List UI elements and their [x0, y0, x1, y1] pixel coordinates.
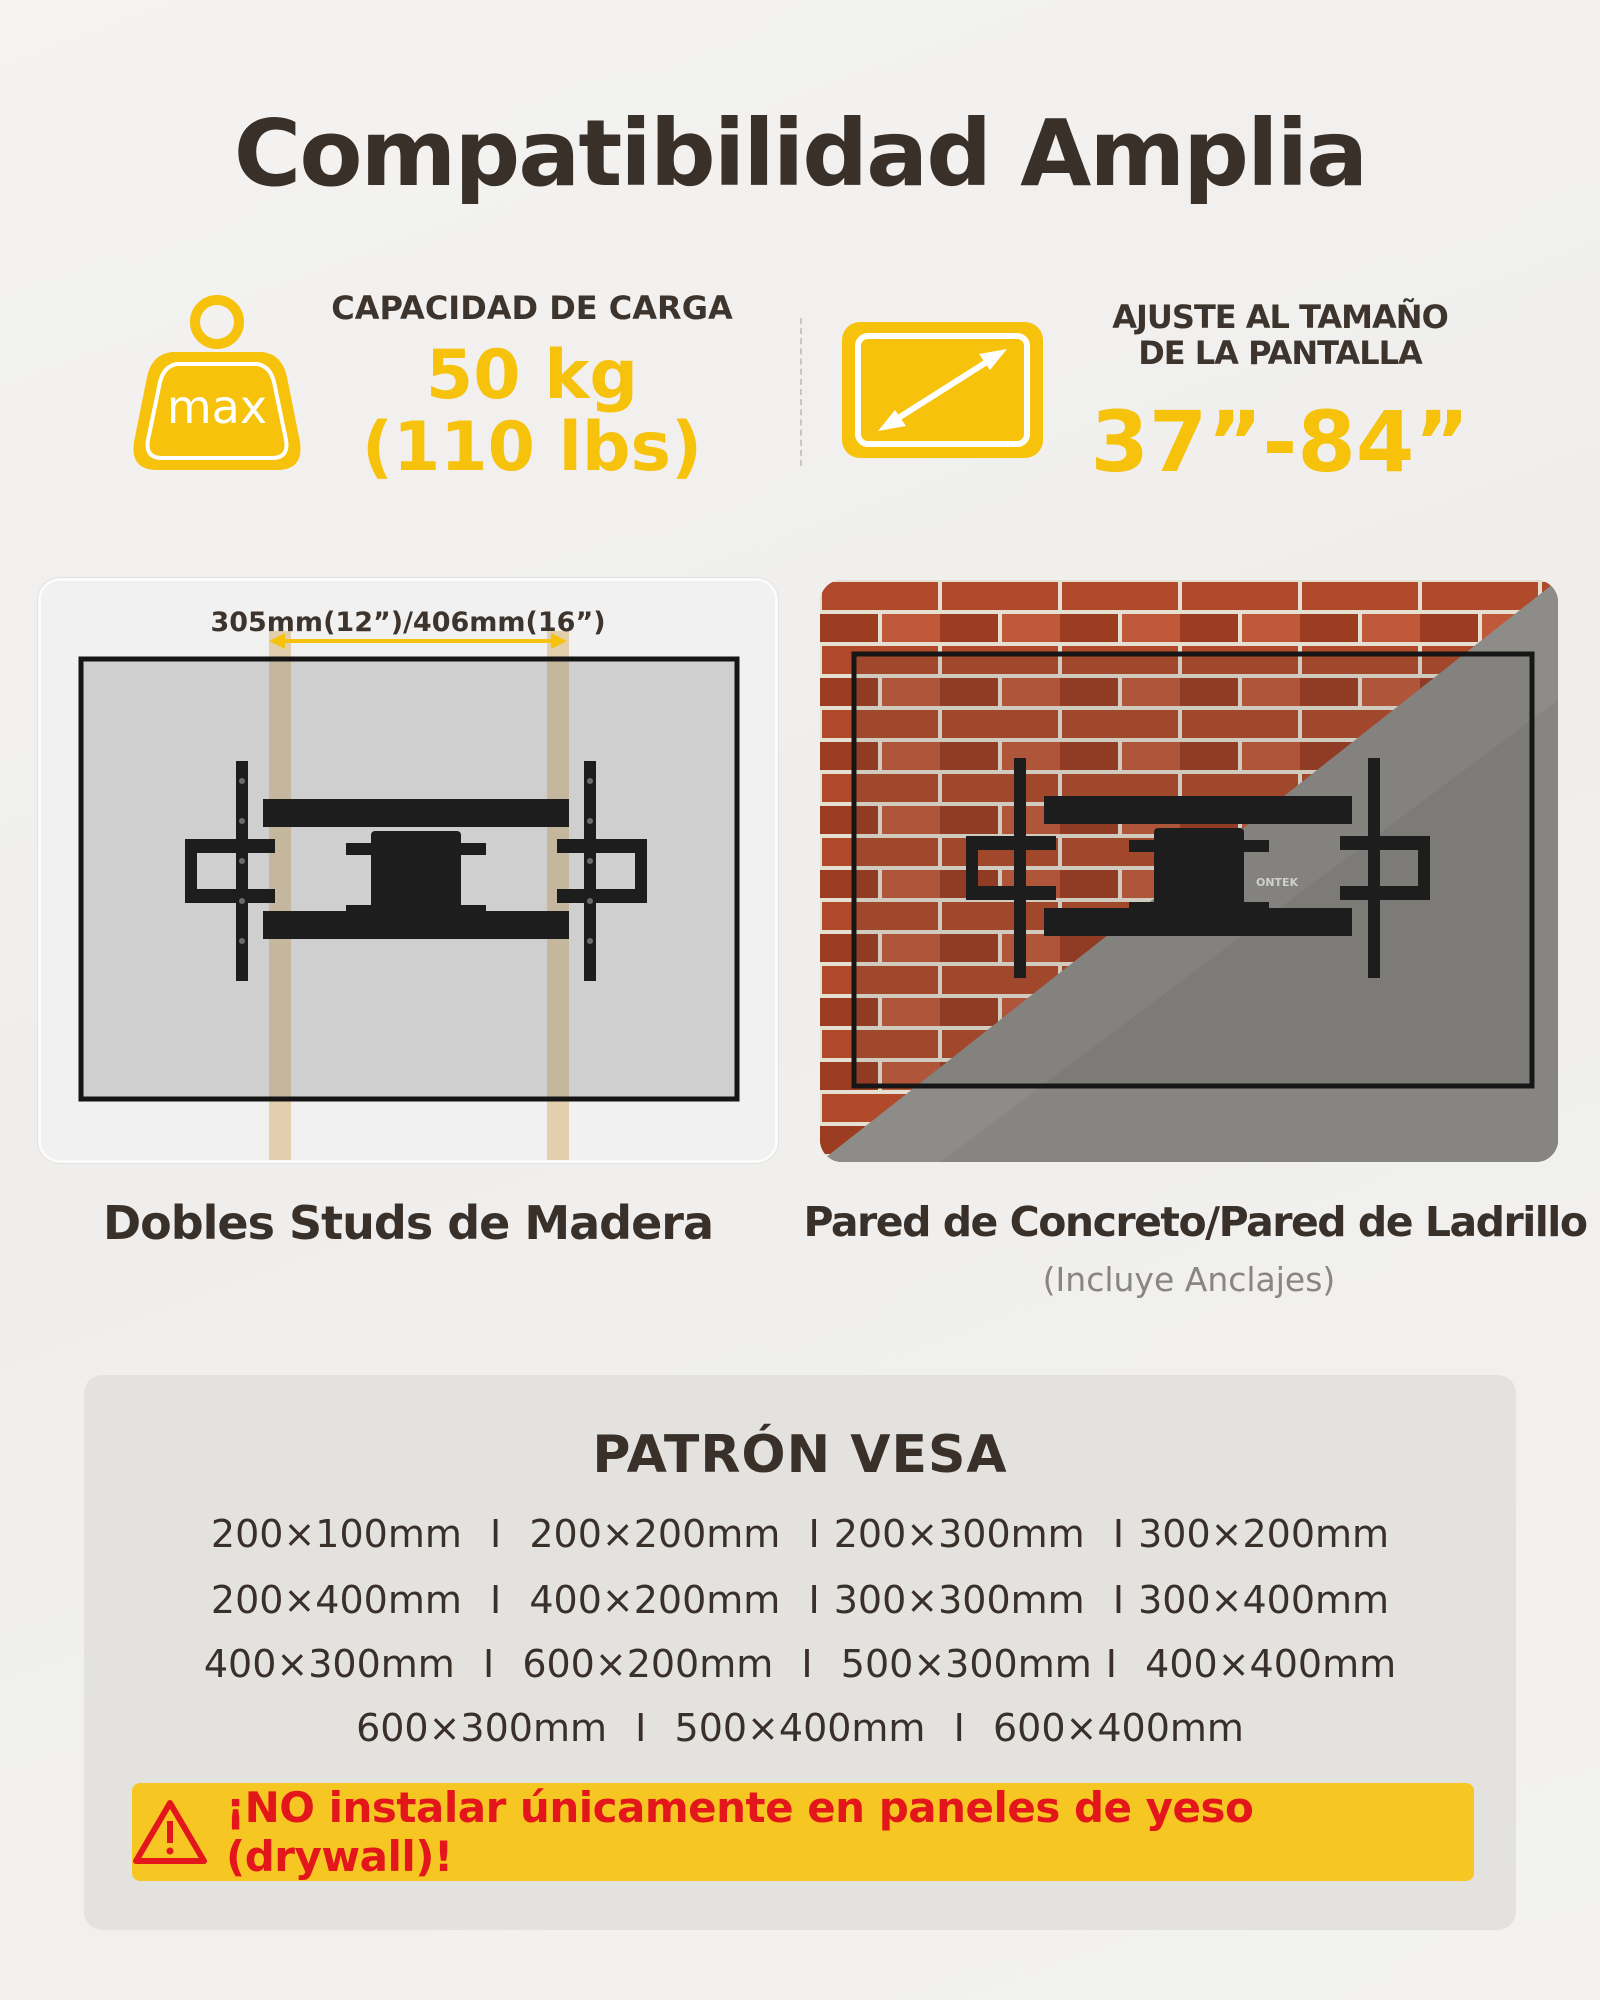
spec-divider	[800, 318, 802, 466]
warning-text: ¡NO instalar únicamente en paneles de yeso (drywall)!	[226, 1783, 1254, 1881]
max-weight-icon	[132, 292, 302, 477]
mount-brand-text: ONTEK	[473, 879, 516, 892]
screen-size-label-2: DE LA PANTALLA	[1138, 334, 1422, 372]
vesa-row: 200×100mm I 200×200mm I 200×300mm I 300×200mm	[210, 1512, 1390, 1556]
screen-size-label-1: AJUSTE AL TAMAÑO	[1112, 298, 1448, 336]
screen-diagonal-icon	[840, 320, 1045, 460]
vesa-row: 200×400mm I 400×200mm I 300×300mm I 300×400mm	[210, 1578, 1390, 1622]
brick-concrete-caption: Pared de Concreto/Pared de Ladrillo	[803, 1198, 1587, 1246]
page-title: Compatibilidad Amplia	[233, 100, 1367, 207]
load-capacity-label: CAPACIDAD DE CARGA	[331, 289, 733, 327]
vesa-row: 400×300mm I 600×200mm I 500×300mm I 400×400mm	[203, 1642, 1397, 1686]
vesa-title: PATRÓN VESA	[592, 1425, 1008, 1485]
load-capacity-lbs: (110 lbs)	[361, 408, 703, 487]
anchors-included-note: (Incluye Anclajes)	[1042, 1260, 1336, 1299]
vesa-row: 600×300mm I 500×400mm I 600×400mm	[356, 1706, 1244, 1750]
load-capacity-kg: 50 kg	[425, 336, 639, 415]
wood-studs-caption: Dobles Studs de Madera	[102, 1196, 714, 1250]
screen-size-value: 37”-84”	[1090, 393, 1470, 491]
max-icon-text: max	[166, 380, 268, 434]
wood-studs-image	[38, 578, 778, 1163]
warning-triangle-icon	[132, 1799, 208, 1865]
mount-brand-text: ONTEK	[1256, 876, 1299, 889]
drywall-warning-banner	[132, 1783, 1474, 1881]
stud-spacing-label: 305mm(12”)/406mm(16”)	[210, 607, 606, 638]
brick-concrete-wall-image	[820, 580, 1558, 1162]
